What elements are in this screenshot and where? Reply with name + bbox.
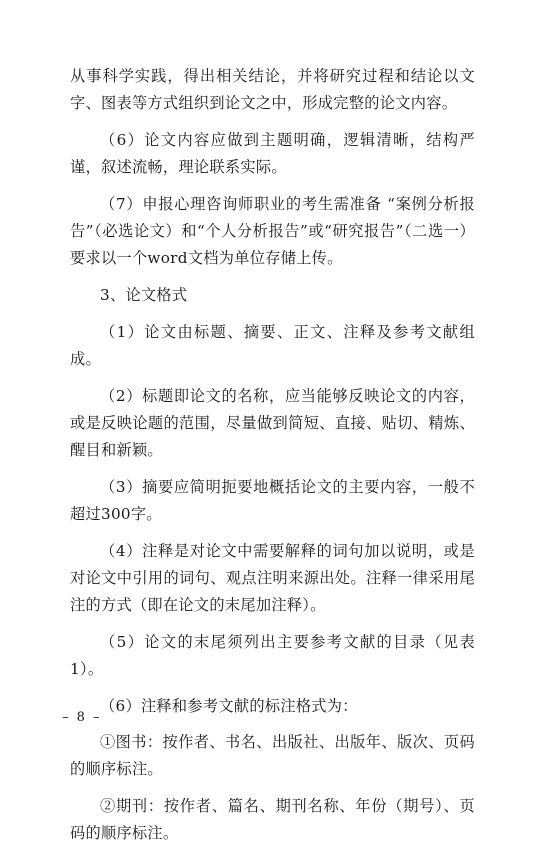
paragraph: （4）注释是对论文中需要解释的词句加以说明，或是对论文中引用的词句、观点注明来源出处。注释一律采用尾注的方式（即在论文的末尾加注释）。 <box>70 541 475 614</box>
paragraph: ②期刊：按作者、篇名、期刊名称、年份（期号）、页码的顺序标注。 <box>70 797 475 843</box>
paragraph: ①图书：按作者、书名、出版社、出版年、版次、页码的顺序标注。 <box>70 733 475 779</box>
paragraph: （2）标题即论文的名称，应当能够反映论文的内容，或是反映论题的范围，尽量做到简短、直接、贴切、精炼、醒目和新颖。 <box>70 386 475 459</box>
paragraph: （6）论文内容应做到主题明确，逻辑清晰，结构严谨，叙述流畅，理论联系实际。 <box>70 130 475 177</box>
paragraph: （6）注释和参考文献的标注格式为： <box>100 696 358 715</box>
document-body <box>70 63 475 857</box>
paragraph: （1）论文由标题、摘要、正文、注释及参考文献组成。 <box>70 322 475 368</box>
paragraph: （5）论文的末尾须列出主要参考文献的目录（见表1）。 <box>70 632 475 678</box>
page-number: – 8 – <box>62 710 102 725</box>
paragraph: （3）摘要应简明扼要地概括论文的主要内容，一般不超过300字。 <box>70 477 475 523</box>
section-heading: 3、论文格式 <box>100 285 188 304</box>
paragraph: （7）申报心理咨询师职业的考生需准备 “案例分析报告”（必选论文）和“个人分析报告”或“研究报告”（二选一）要求以一个word文档为单位存储上传。 <box>70 194 475 268</box>
paragraph: 从事科学实践，得出相关结论，并将研究过程和结论以文字、图表等方式组织到论文之中，形成完整的论文内容。 <box>70 67 475 113</box>
